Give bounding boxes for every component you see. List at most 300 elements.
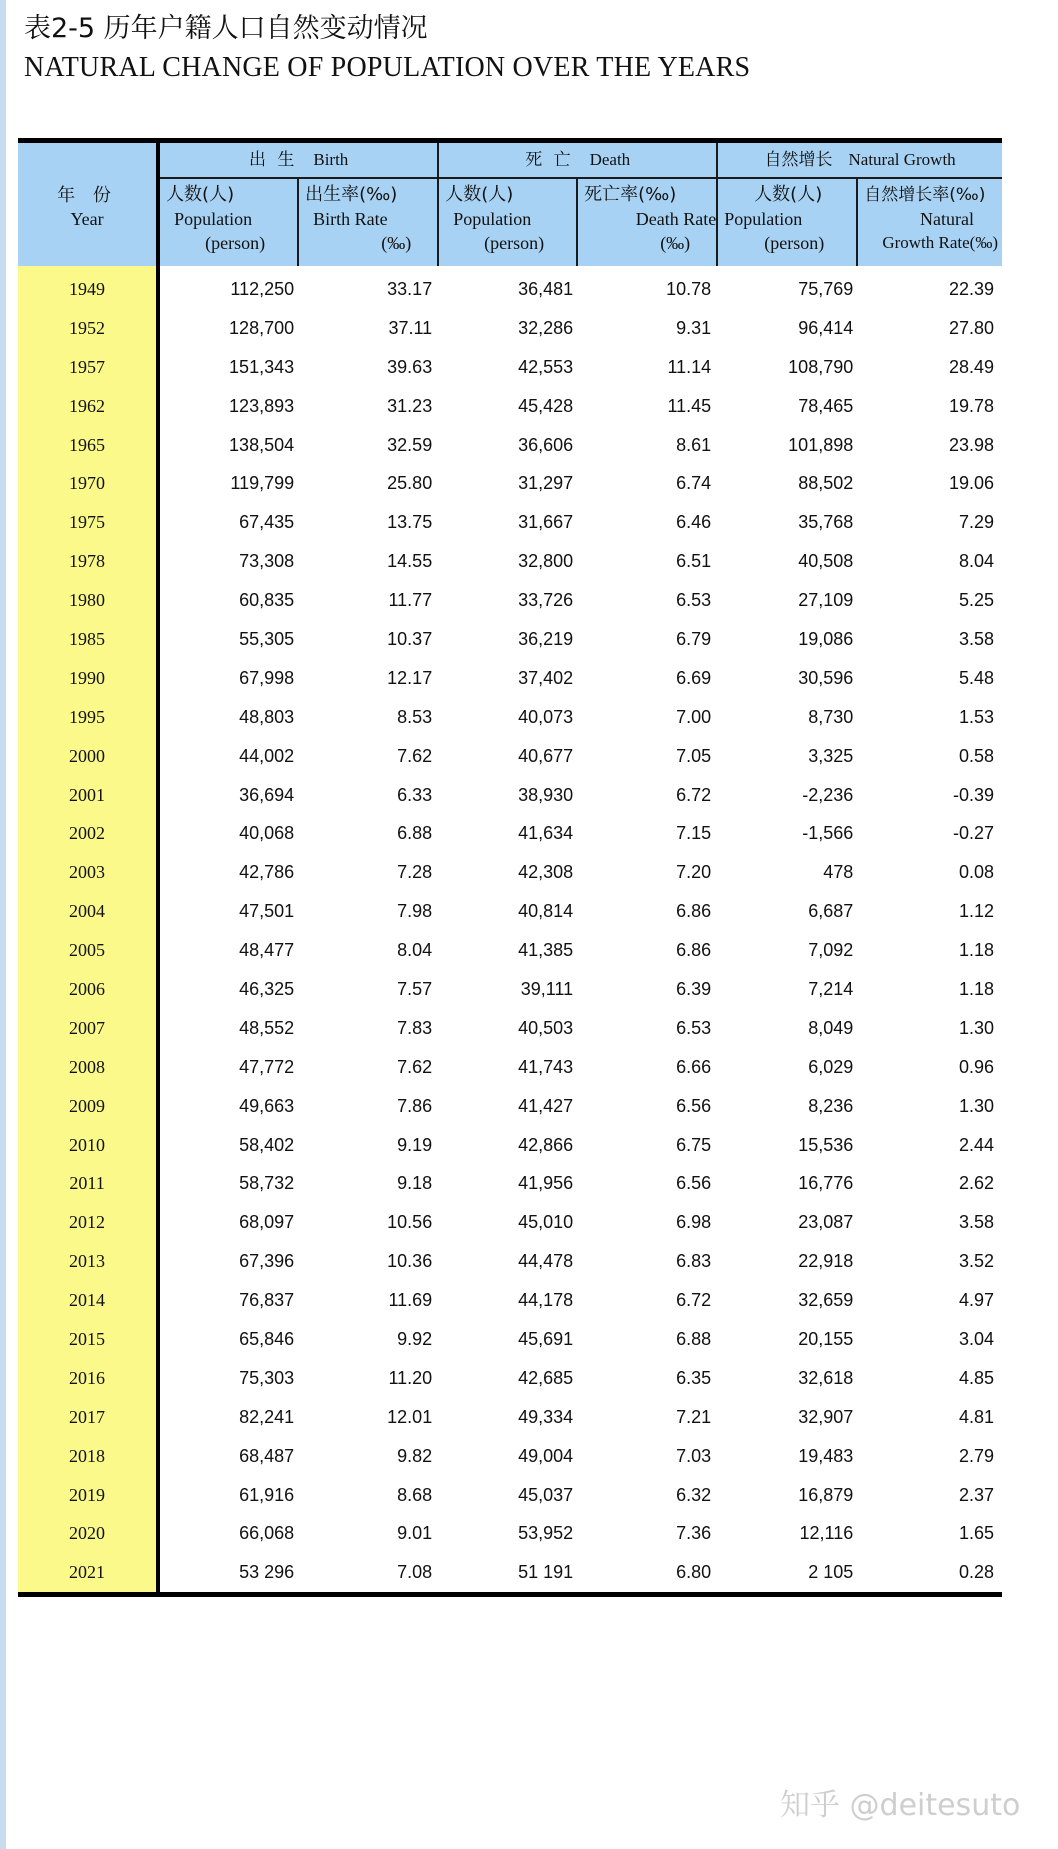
year-column-header xyxy=(18,141,158,267)
table-row xyxy=(18,1437,1002,1476)
year-cell: 1985 xyxy=(18,620,158,659)
birth-population-cell: 44,002 xyxy=(239,745,295,766)
year-cell: 2000 xyxy=(18,737,158,776)
table-row xyxy=(18,1281,1002,1320)
birth-rate-header xyxy=(298,178,438,266)
year-cell: 2001 xyxy=(18,776,158,815)
table-row xyxy=(18,620,1002,659)
growth-population-cell: 32,659 xyxy=(798,1290,854,1311)
birth-rate-cell: 10.56 xyxy=(387,1212,433,1233)
year-cell: 1975 xyxy=(18,503,158,542)
growth-rate-cell: 4.85 xyxy=(958,1367,994,1388)
growth-population-cell: 12,116 xyxy=(799,1523,854,1544)
year-cell: 1949 xyxy=(18,266,158,309)
growth-rate-cell: 0.96 xyxy=(958,1056,994,1077)
year-cell: 2016 xyxy=(18,1359,158,1398)
growth-header-en: Natural Growth xyxy=(848,150,956,169)
table-row xyxy=(18,698,1002,737)
year-cell: 2015 xyxy=(18,1320,158,1359)
growth-rate-cell: 1.12 xyxy=(958,901,994,922)
header-line: Growth Rate(‰) xyxy=(882,233,998,252)
birth-population-cell: 61,916 xyxy=(239,1484,295,1505)
birth-rate-cell: 6.88 xyxy=(397,823,433,844)
header-line: Death Rate xyxy=(635,209,717,229)
table-body xyxy=(18,266,1002,1595)
growth-rate-cell: 0.08 xyxy=(958,862,994,883)
year-cell: 2004 xyxy=(18,892,158,931)
growth-population-cell: 478 xyxy=(823,862,854,883)
growth-population-cell: 88,502 xyxy=(798,473,854,494)
growth-rate-cell: 4.81 xyxy=(958,1406,994,1427)
death-population-cell: 45,010 xyxy=(518,1212,574,1233)
death-rate-cell: 6.86 xyxy=(676,940,712,961)
growth-rate-cell: 28.49 xyxy=(948,356,994,377)
watermark: 知乎 @deitesuto xyxy=(780,1788,1021,1823)
birth-rate-cell: 14.55 xyxy=(387,551,433,572)
birth-population-cell: 67,396 xyxy=(239,1251,295,1272)
death-population-cell: 45,428 xyxy=(518,395,574,416)
death-rate-cell: 9.31 xyxy=(676,317,712,338)
growth-population-cell: -1,566 xyxy=(802,823,854,844)
death-rate-cell: 6.35 xyxy=(676,1367,712,1388)
table-row xyxy=(18,542,1002,581)
growth-rate-cell: 8.04 xyxy=(958,551,994,572)
death-rate-cell: 7.15 xyxy=(676,823,712,844)
year-header-cn: 年 份 xyxy=(57,185,117,206)
table-row xyxy=(18,503,1002,542)
growth-population-cell: 30,596 xyxy=(798,667,854,688)
growth-rate-cell: 3.04 xyxy=(958,1328,994,1349)
birth-rate-cell: 7.28 xyxy=(397,862,433,883)
growth-population-cell: 2 105 xyxy=(808,1562,854,1583)
growth-rate-cell: 4.97 xyxy=(958,1290,994,1311)
birth-rate-cell: 7.08 xyxy=(397,1562,433,1583)
year-header-en: Year xyxy=(70,209,104,229)
table-row xyxy=(18,814,1002,853)
death-population-cell: 37,402 xyxy=(518,667,574,688)
birth-population-cell: 73,308 xyxy=(239,551,295,572)
growth-population-cell: 8,730 xyxy=(808,706,854,727)
birth-population-cell: 36,694 xyxy=(239,784,295,805)
growth-rate-cell: 5.48 xyxy=(958,667,994,688)
death-population-cell: 41,634 xyxy=(518,823,574,844)
birth-header-cn: 出 生 xyxy=(248,150,298,170)
death-rate-cell: 8.61 xyxy=(676,434,712,455)
year-cell: 1980 xyxy=(18,581,158,620)
birth-rate-cell: 11.20 xyxy=(388,1367,433,1388)
growth-population-cell: 6,029 xyxy=(808,1056,854,1077)
table-row xyxy=(18,1515,1002,1554)
year-cell: 2013 xyxy=(18,1242,158,1281)
growth-population-cell: 78,465 xyxy=(798,395,854,416)
year-cell: 2010 xyxy=(18,1126,158,1165)
birth-population-cell: 76,837 xyxy=(239,1290,295,1311)
table-row xyxy=(18,464,1002,503)
table-row xyxy=(18,1203,1002,1242)
table-row xyxy=(18,1009,1002,1048)
death-population-cell: 40,677 xyxy=(518,745,574,766)
birth-rate-cell: 7.62 xyxy=(397,1056,433,1077)
death-population-cell: 42,685 xyxy=(518,1367,574,1388)
growth-rate-cell: 27.80 xyxy=(948,317,994,338)
growth-population-cell: 101,898 xyxy=(788,434,854,455)
death-rate-cell: 6.53 xyxy=(676,590,712,611)
death-rate-cell: 6.56 xyxy=(676,1095,712,1116)
growth-rate-cell: 23.98 xyxy=(948,434,994,455)
birth-population-cell: 67,998 xyxy=(239,667,295,688)
growth-population-cell: 27,109 xyxy=(798,590,854,611)
growth-rate-cell: -0.39 xyxy=(952,784,994,805)
year-cell: 2008 xyxy=(18,1048,158,1087)
header-line: Population xyxy=(724,209,803,229)
death-rate-cell: 6.74 xyxy=(676,473,712,494)
header-line: (‰) xyxy=(660,233,691,253)
birth-rate-cell: 7.83 xyxy=(397,1017,433,1038)
death-population-cell: 41,956 xyxy=(518,1173,574,1194)
death-population-cell: 32,286 xyxy=(518,317,574,338)
birth-rate-cell: 6.33 xyxy=(397,784,433,805)
growth-population-cell: 20,155 xyxy=(798,1328,854,1349)
death-group-header xyxy=(438,141,717,179)
birth-header-en: Birth xyxy=(313,150,349,169)
death-population-header xyxy=(438,178,577,266)
death-population-cell: 36,481 xyxy=(518,278,574,299)
year-cell: 2009 xyxy=(18,1087,158,1126)
death-population-cell: 44,478 xyxy=(518,1251,574,1272)
table-row xyxy=(18,1164,1002,1203)
birth-rate-cell: 8.04 xyxy=(397,940,433,961)
birth-population-cell: 112,250 xyxy=(230,278,295,299)
death-population-cell: 51 191 xyxy=(518,1562,574,1583)
growth-rate-cell: 2.37 xyxy=(958,1484,994,1505)
year-cell: 2005 xyxy=(18,931,158,970)
growth-population-cell: 23,087 xyxy=(798,1212,854,1233)
death-rate-cell: 6.56 xyxy=(676,1173,712,1194)
birth-rate-cell: 9.01 xyxy=(397,1523,433,1544)
growth-population-cell: 96,414 xyxy=(798,317,854,338)
birth-rate-cell: 31.23 xyxy=(387,395,433,416)
table-row xyxy=(18,1087,1002,1126)
growth-rate-cell: 1.30 xyxy=(958,1095,994,1116)
table-row xyxy=(18,1126,1002,1165)
table-row xyxy=(18,1048,1002,1087)
death-rate-cell: 7.00 xyxy=(676,706,712,727)
table-row xyxy=(18,581,1002,620)
death-rate-cell: 7.05 xyxy=(676,745,712,766)
growth-rate-cell: 0.28 xyxy=(958,1562,994,1583)
death-rate-cell: 6.83 xyxy=(676,1251,712,1272)
birth-population-cell: 48,803 xyxy=(239,706,295,727)
birth-population-cell: 128,700 xyxy=(229,317,295,338)
growth-population-cell: 7,092 xyxy=(808,940,854,961)
death-rate-cell: 6.39 xyxy=(676,978,712,999)
growth-rate-cell: 3.52 xyxy=(958,1251,994,1272)
birth-rate-cell: 33.17 xyxy=(387,278,433,299)
year-cell: 2014 xyxy=(18,1281,158,1320)
growth-population-cell: 16,776 xyxy=(798,1173,854,1194)
birth-rate-cell: 9.92 xyxy=(397,1328,433,1349)
growth-population-cell: 75,769 xyxy=(798,278,854,299)
birth-rate-cell: 11.77 xyxy=(388,590,433,611)
header-line: Natural xyxy=(920,209,974,229)
birth-population-cell: 58,732 xyxy=(239,1173,295,1194)
table-row xyxy=(18,970,1002,1009)
death-population-cell: 45,691 xyxy=(518,1328,574,1349)
growth-rate-cell: 1.65 xyxy=(958,1523,994,1544)
death-rate-cell: 7.03 xyxy=(676,1445,712,1466)
growth-population-cell: 40,508 xyxy=(798,551,854,572)
growth-population-header xyxy=(717,178,857,266)
growth-rate-cell: 1.30 xyxy=(958,1017,994,1038)
table-row xyxy=(18,426,1002,465)
birth-population-cell: 42,786 xyxy=(239,862,295,883)
year-cell: 2012 xyxy=(18,1203,158,1242)
death-rate-cell: 6.51 xyxy=(676,551,712,572)
year-cell: 1970 xyxy=(18,464,158,503)
birth-population-cell: 68,487 xyxy=(239,1445,295,1466)
birth-population-cell: 82,241 xyxy=(239,1406,295,1427)
death-population-cell: 42,308 xyxy=(518,862,574,883)
growth-population-cell: 19,483 xyxy=(798,1445,854,1466)
table-row xyxy=(18,266,1002,309)
birth-rate-cell: 12.01 xyxy=(387,1406,433,1427)
year-cell: 2011 xyxy=(18,1164,158,1203)
year-cell: 2017 xyxy=(18,1398,158,1437)
growth-rate-cell: 1.18 xyxy=(958,978,994,999)
birth-population-cell: 119,799 xyxy=(230,473,295,494)
birth-rate-cell: 11.69 xyxy=(388,1290,433,1311)
growth-population-cell: 7,214 xyxy=(808,978,854,999)
death-rate-cell: 7.21 xyxy=(676,1406,712,1427)
header-line: Population xyxy=(174,209,253,229)
death-header-en: Death xyxy=(589,150,631,169)
table-row xyxy=(18,1398,1002,1437)
growth-rate-cell: 1.53 xyxy=(958,706,994,727)
birth-population-cell: 40,068 xyxy=(239,823,295,844)
header-line: Birth Rate xyxy=(313,209,388,229)
growth-population-cell: 19,086 xyxy=(798,628,854,649)
growth-group-header xyxy=(717,141,1002,179)
death-population-cell: 39,111 xyxy=(520,978,574,999)
left-edge-strip xyxy=(0,0,6,1849)
death-population-cell: 45,037 xyxy=(518,1484,574,1505)
table-title-en: NATURAL CHANGE OF POPULATION OVER THE YEARS xyxy=(24,52,751,83)
header-line: 出生率(‰) xyxy=(305,184,398,205)
birth-rate-cell: 9.19 xyxy=(397,1134,433,1155)
birth-rate-cell: 8.68 xyxy=(397,1484,433,1505)
year-cell: 1962 xyxy=(18,387,158,426)
growth-rate-cell: 7.29 xyxy=(958,512,994,533)
death-population-cell: 40,503 xyxy=(518,1017,574,1038)
birth-rate-cell: 32.59 xyxy=(387,434,433,455)
year-cell: 2007 xyxy=(18,1009,158,1048)
growth-rate-cell: 3.58 xyxy=(958,1212,994,1233)
death-rate-cell: 6.46 xyxy=(676,512,712,533)
table-row xyxy=(18,659,1002,698)
birth-population-cell: 48,552 xyxy=(239,1017,295,1038)
birth-rate-cell: 9.18 xyxy=(397,1173,433,1194)
death-rate-cell: 7.20 xyxy=(676,862,712,883)
birth-rate-cell: 7.86 xyxy=(397,1095,433,1116)
table-title-cn: 表2-5 历年户籍人口自然变动情况 xyxy=(24,13,428,44)
birth-population-cell: 65,846 xyxy=(239,1328,295,1349)
birth-population-cell: 151,343 xyxy=(229,356,295,377)
growth-rate-cell: 3.58 xyxy=(958,628,994,649)
death-population-cell: 49,334 xyxy=(518,1406,574,1427)
death-rate-cell: 7.36 xyxy=(676,1523,712,1544)
growth-rate-cell: 5.25 xyxy=(958,590,994,611)
birth-rate-cell: 13.75 xyxy=(387,512,433,533)
growth-population-cell: 3,325 xyxy=(808,745,854,766)
table-row xyxy=(18,892,1002,931)
death-population-cell: 31,667 xyxy=(518,512,574,533)
death-population-cell: 38,930 xyxy=(518,784,574,805)
growth-header-cn: 自然增长 xyxy=(764,150,833,170)
header-line: 人数(人) xyxy=(445,184,514,205)
birth-population-cell: 138,504 xyxy=(229,434,295,455)
growth-rate-cell: -0.27 xyxy=(952,823,994,844)
birth-rate-cell: 39.63 xyxy=(387,356,433,377)
table-row xyxy=(18,1476,1002,1515)
year-cell: 2006 xyxy=(18,970,158,1009)
growth-rate-cell: 19.06 xyxy=(948,473,994,494)
death-population-cell: 32,800 xyxy=(518,551,574,572)
death-population-cell: 40,073 xyxy=(518,706,574,727)
death-rate-cell: 6.72 xyxy=(676,784,712,805)
death-rate-cell: 11.45 xyxy=(667,395,712,416)
year-cell: 2021 xyxy=(18,1553,158,1594)
year-cell: 2002 xyxy=(18,814,158,853)
death-rate-cell: 6.86 xyxy=(676,901,712,922)
growth-population-cell: 16,879 xyxy=(798,1484,854,1505)
death-population-cell: 42,553 xyxy=(518,356,574,377)
header-line: 死亡率(‰) xyxy=(584,184,677,205)
header-line: Population xyxy=(453,209,532,229)
birth-population-cell: 49,663 xyxy=(239,1095,295,1116)
year-cell: 2003 xyxy=(18,853,158,892)
birth-rate-cell: 10.37 xyxy=(387,628,433,649)
growth-population-cell: 32,907 xyxy=(798,1406,854,1427)
death-population-cell: 33,726 xyxy=(518,590,574,611)
birth-population-cell: 123,893 xyxy=(229,395,295,416)
header-line: 自然增长率(‰) xyxy=(864,185,986,205)
table-row xyxy=(18,348,1002,387)
death-rate-cell: 6.79 xyxy=(676,628,712,649)
birth-population-cell: 47,501 xyxy=(239,901,295,922)
birth-rate-cell: 7.98 xyxy=(397,901,433,922)
year-cell: 1957 xyxy=(18,348,158,387)
birth-population-cell: 58,402 xyxy=(239,1134,295,1155)
birth-rate-cell: 10.36 xyxy=(387,1251,433,1272)
table-row xyxy=(18,776,1002,815)
birth-population-header xyxy=(158,178,298,266)
table-row xyxy=(18,1553,1002,1594)
birth-population-cell: 47,772 xyxy=(239,1056,295,1077)
death-population-cell: 42,866 xyxy=(518,1134,574,1155)
death-rate-cell: 6.69 xyxy=(676,667,712,688)
header-line: 人数(人) xyxy=(166,184,235,205)
growth-rate-header xyxy=(857,178,1002,266)
death-population-cell: 36,606 xyxy=(518,434,574,455)
birth-group-header xyxy=(158,141,438,179)
growth-rate-cell: 2.79 xyxy=(958,1445,994,1466)
death-rate-cell: 6.75 xyxy=(676,1134,712,1155)
year-cell: 2018 xyxy=(18,1437,158,1476)
table-row xyxy=(18,387,1002,426)
death-population-cell: 31,297 xyxy=(518,473,574,494)
header-line: (person) xyxy=(484,233,545,253)
death-rate-cell: 10.78 xyxy=(666,278,712,299)
header-line: (person) xyxy=(764,233,825,253)
table-row xyxy=(18,737,1002,776)
birth-population-cell: 75,303 xyxy=(239,1367,295,1388)
death-population-cell: 53,952 xyxy=(518,1523,574,1544)
birth-rate-cell: 9.82 xyxy=(397,1445,433,1466)
table-row xyxy=(18,1359,1002,1398)
death-population-cell: 41,427 xyxy=(518,1095,574,1116)
birth-population-cell: 48,477 xyxy=(239,940,295,961)
death-population-cell: 40,814 xyxy=(518,901,574,922)
table-row xyxy=(18,853,1002,892)
death-rate-cell: 6.98 xyxy=(676,1212,712,1233)
birth-population-cell: 60,835 xyxy=(239,590,295,611)
birth-rate-cell: 8.53 xyxy=(397,706,433,727)
growth-rate-cell: 0.58 xyxy=(958,745,994,766)
growth-rate-cell: 1.18 xyxy=(958,940,994,961)
year-cell: 2020 xyxy=(18,1515,158,1554)
death-rate-cell: 6.66 xyxy=(676,1056,712,1077)
growth-population-cell: 6,687 xyxy=(808,901,854,922)
growth-rate-cell: 2.62 xyxy=(958,1173,994,1194)
growth-population-cell: 32,618 xyxy=(798,1367,854,1388)
death-rate-cell: 6.80 xyxy=(676,1562,712,1583)
birth-population-cell: 53 296 xyxy=(239,1562,295,1583)
year-cell: 1995 xyxy=(18,698,158,737)
growth-population-cell: 22,918 xyxy=(798,1251,854,1272)
death-rate-cell: 6.32 xyxy=(676,1484,712,1505)
birth-rate-cell: 37.11 xyxy=(388,317,433,338)
birth-population-cell: 67,435 xyxy=(239,512,295,533)
growth-rate-cell: 2.44 xyxy=(958,1134,994,1155)
birth-rate-cell: 25.80 xyxy=(387,473,433,494)
header-line: (person) xyxy=(205,233,266,253)
birth-rate-cell: 7.57 xyxy=(397,978,433,999)
growth-population-cell: 108,790 xyxy=(788,356,854,377)
death-population-cell: 49,004 xyxy=(518,1445,574,1466)
birth-population-cell: 66,068 xyxy=(239,1523,295,1544)
growth-population-cell: 15,536 xyxy=(798,1134,854,1155)
table-row xyxy=(18,1320,1002,1359)
table-row xyxy=(18,931,1002,970)
growth-rate-cell: 19.78 xyxy=(948,395,994,416)
death-population-cell: 36,219 xyxy=(518,628,574,649)
birth-population-cell: 68,097 xyxy=(239,1212,295,1233)
year-cell: 1990 xyxy=(18,659,158,698)
population-table xyxy=(18,138,1002,1597)
growth-population-cell: 8,049 xyxy=(808,1017,854,1038)
death-rate-cell: 6.53 xyxy=(676,1017,712,1038)
death-population-cell: 41,743 xyxy=(518,1056,574,1077)
header-line: (‰) xyxy=(381,233,412,253)
birth-population-cell: 55,305 xyxy=(239,628,295,649)
table-row xyxy=(18,309,1002,348)
growth-population-cell: -2,236 xyxy=(802,784,854,805)
header-line: 人数(人) xyxy=(754,184,823,205)
growth-population-cell: 35,768 xyxy=(798,512,854,533)
year-cell: 1965 xyxy=(18,426,158,465)
birth-population-cell: 46,325 xyxy=(239,978,295,999)
year-cell: 2019 xyxy=(18,1476,158,1515)
